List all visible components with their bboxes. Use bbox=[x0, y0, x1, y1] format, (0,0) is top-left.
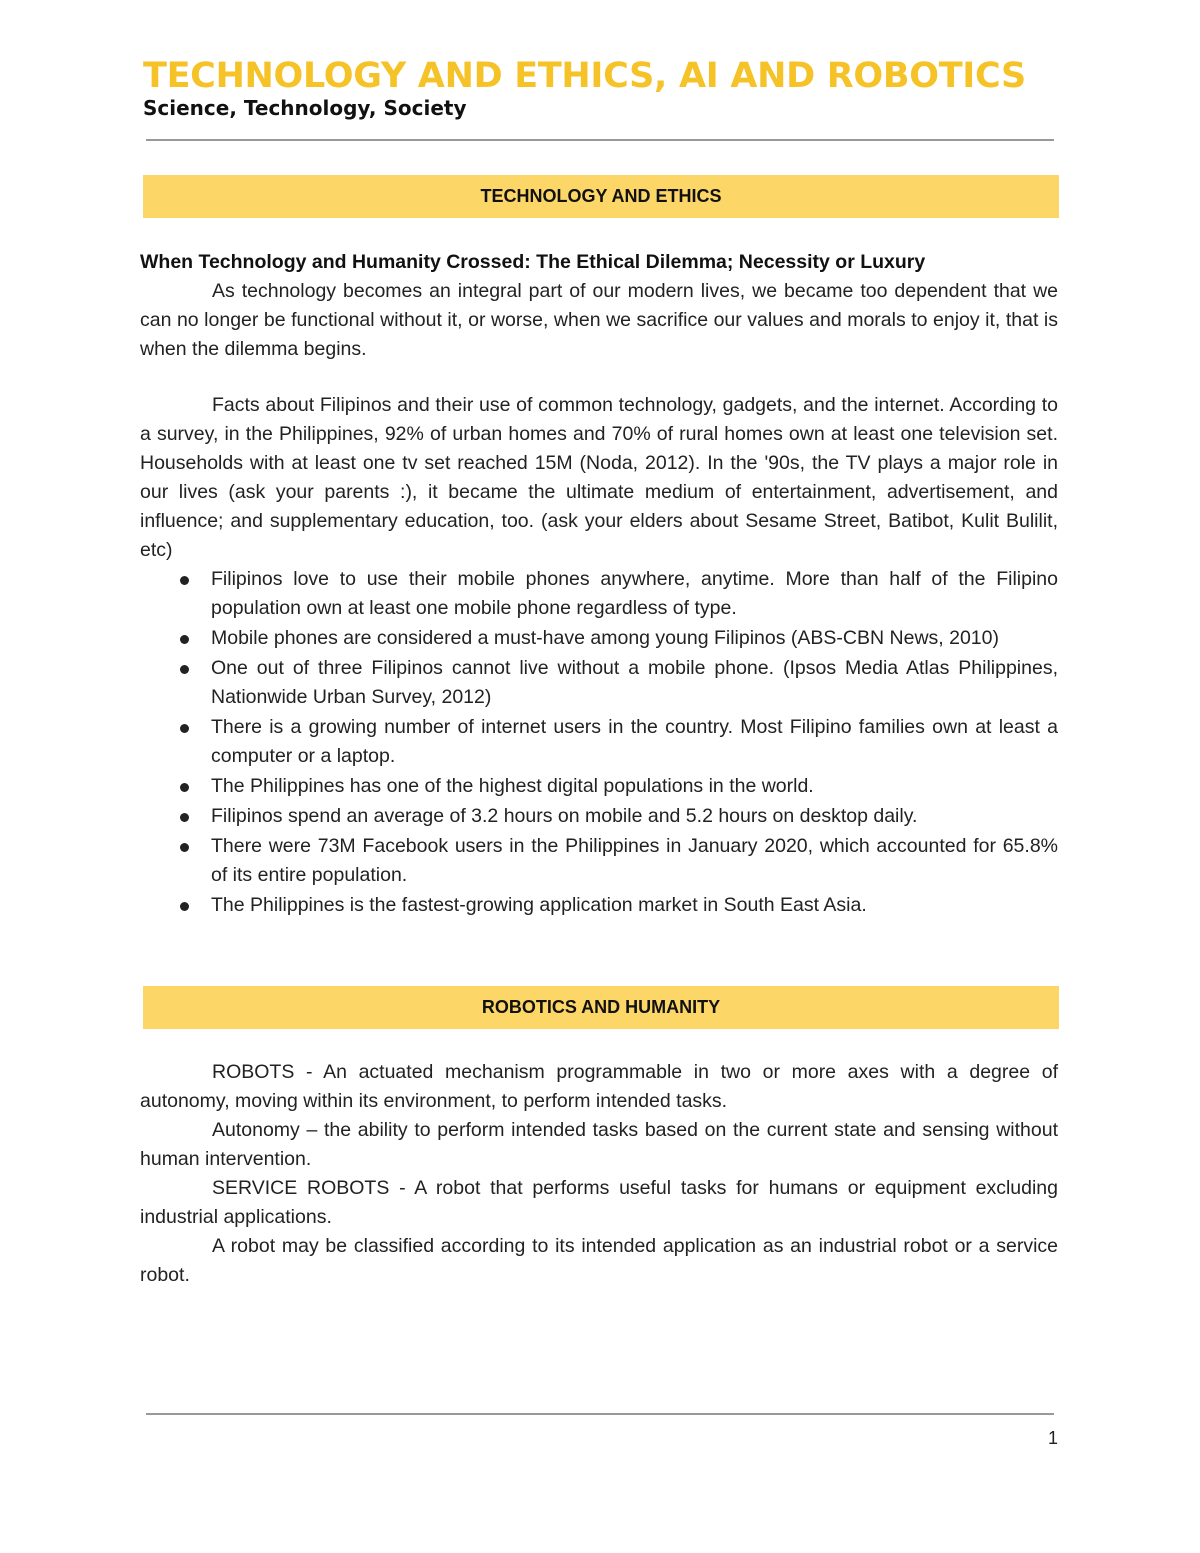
list-item-text: Mobile phones are considered a must-have among young Filipinos (ABS-CBN News, 2010) bbox=[211, 627, 999, 649]
list-item bbox=[140, 802, 1058, 831]
paragraph: As technology becomes an integral part of our modern lives, we became too dependent that we can no longer be functional without it, or worse, when we sacrifice our values and morals to enjoy it, that is when the dilemma begins. bbox=[140, 280, 1058, 360]
footer-divider bbox=[146, 1413, 1054, 1415]
page-number: 1 bbox=[1048, 1428, 1059, 1448]
definition-service-robots: SERVICE ROBOTS - A robot that performs useful tasks for humans or equipment excluding industrial applications. bbox=[140, 1177, 1058, 1228]
list-item-text: Filipinos spend an average of 3.2 hours on mobile and 5.2 hours on desktop daily. bbox=[211, 805, 918, 827]
list-item bbox=[140, 565, 1058, 623]
list-item bbox=[140, 654, 1058, 712]
bullet-icon bbox=[180, 813, 189, 822]
document-subtitle: Science, Technology, Society bbox=[143, 96, 467, 120]
bullet-icon bbox=[180, 902, 189, 911]
header-divider bbox=[146, 139, 1054, 141]
list-item bbox=[140, 624, 1058, 653]
list-item-text: There were 73M Facebook users in the Philippines in January 2020, which accounted for 65.8% of its entire population. bbox=[211, 835, 1058, 886]
definition-robots: ROBOTS - An actuated mechanism programmable in two or more axes with a degree of autonomy, moving within its environment, to perform intended tasks. bbox=[140, 1061, 1058, 1112]
section-heading: TECHNOLOGY AND ETHICS bbox=[480, 186, 722, 206]
section-heading: ROBOTICS AND HUMANITY bbox=[481, 997, 721, 1017]
robot-classification: A robot may be classified according to its intended application as an industrial robot or a service robot. bbox=[140, 1235, 1058, 1286]
bullet-icon bbox=[180, 783, 189, 792]
list-item-text: One out of three Filipinos cannot live without a mobile phone. (Ipsos Media Atlas Philippines, Nationwide Urban Survey, 2012) bbox=[211, 657, 1058, 708]
paragraph-spacer bbox=[140, 364, 1058, 391]
list-item bbox=[140, 832, 1058, 890]
list-item-text: Filipinos love to use their mobile phones anywhere, anytime. More than half of the Filipino population own at least one mobile phone regardless of type. bbox=[211, 568, 1058, 619]
list-item-text: The Philippines is the fastest-growing application market in South East Asia. bbox=[211, 894, 867, 916]
list-item bbox=[140, 772, 1058, 801]
bullet-icon bbox=[180, 635, 189, 644]
section-robotics-humanity bbox=[140, 1058, 1058, 1290]
section-banner-technology-ethics bbox=[143, 175, 1059, 218]
bullet-icon bbox=[180, 843, 189, 852]
list-item-text: There is a growing number of internet users in the country. Most Filipino families own at least a computer or a laptop. bbox=[211, 716, 1058, 767]
facts-list bbox=[140, 565, 1058, 920]
list-item bbox=[140, 891, 1058, 920]
section-technology-ethics bbox=[140, 248, 1058, 921]
definition-autonomy: Autonomy – the ability to perform intended tasks based on the current state and sensing without human intervention. bbox=[140, 1119, 1058, 1170]
bullet-icon bbox=[180, 576, 189, 585]
section-subheading: When Technology and Humanity Crossed: The Ethical Dilemma; Necessity or Luxury bbox=[140, 251, 926, 273]
section-banner-robotics-humanity bbox=[143, 986, 1059, 1029]
bullet-icon bbox=[180, 665, 189, 674]
bullet-icon bbox=[180, 724, 189, 733]
list-item-text: The Philippines has one of the highest digital populations in the world. bbox=[211, 775, 814, 797]
document-title: TECHNOLOGY AND ETHICS, AI AND ROBOTICS bbox=[143, 56, 1026, 96]
list-item bbox=[140, 713, 1058, 771]
paragraph: Facts about Filipinos and their use of common technology, gadgets, and the internet. According to a survey, in the Philippines, 92% of urban homes and 70% of rural homes own at least one television set. Households with at least one tv set reached 15M (Noda, 2012). In the '90s, the TV plays a major role in our lives (ask your parents :), it became the ultimate medium of entertainment, advertisement, and influence; and supplementary education, too. (ask your elders about Sesame Street, Batibot, Kulit Bulilit, etc) bbox=[140, 394, 1058, 561]
